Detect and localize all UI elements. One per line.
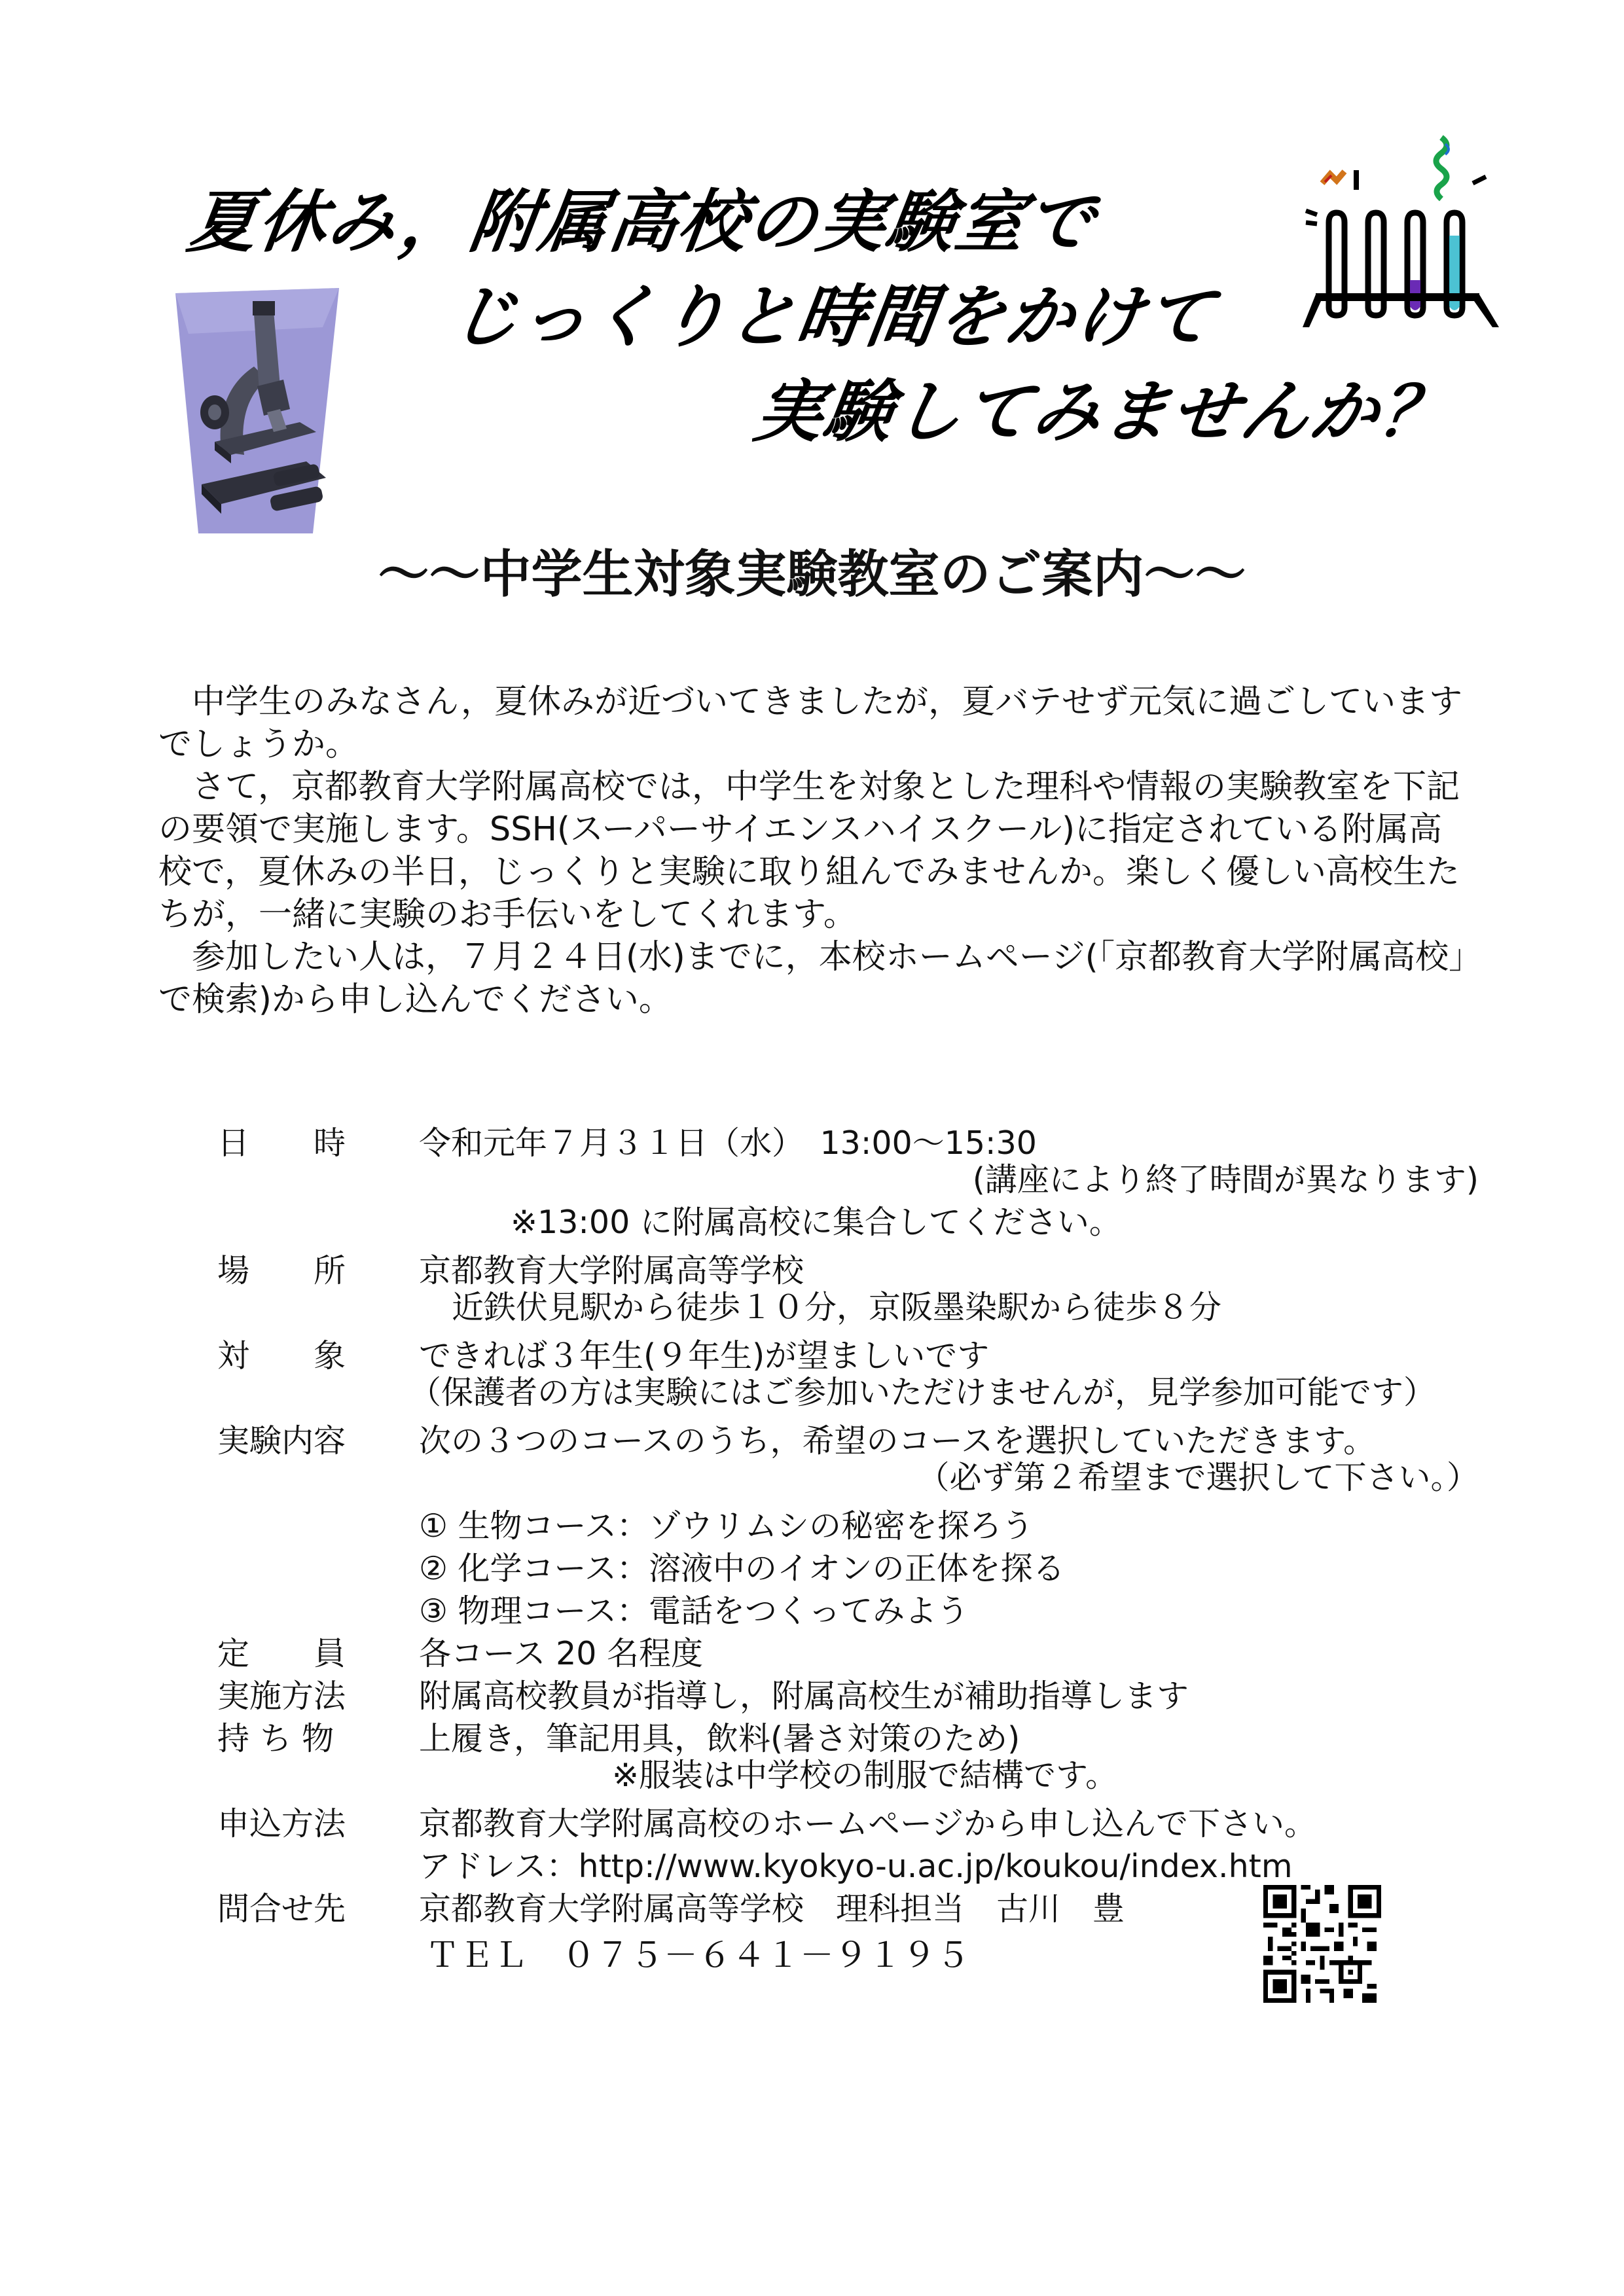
- datetime-value: 令和元年７月３１日（水） 13:00～15:30: [419, 1124, 1037, 1162]
- place-label: 場 所: [217, 1252, 346, 1289]
- bring-value: 上履き，筆記用具，飲料(暑さ対策のため): [419, 1720, 1020, 1757]
- contact-value: 京都教育大学附属高等学校 理科担当 古川 豊: [419, 1890, 1125, 1928]
- course-item-1: ① 生物コース：ゾウリムシの秘密を探ろう: [419, 1507, 1034, 1545]
- title-line-3: 実験してみませんか？: [749, 372, 1455, 452]
- contact-label: 問合せ先: [217, 1890, 346, 1928]
- bring-label: 持 ち 物: [217, 1720, 334, 1757]
- title-line-1: 夏休み，附属高校の実験室で: [183, 182, 1101, 262]
- intro-paragraph-2: さて，京都教育大学附属高校では，中学生を対象とした理科や情報の実験教室を下記の要領で実施します。SSH(スーパーサイエンスハイスクール)に指定されている附属高校で，夏休みの半日，じっくりと実験に取り組んでみませんか。楽しく優しい高校生たちが，一緒に実験のお手伝いをしてくれます。: [158, 768, 1460, 934]
- place-access: 近鉄伏見駅から徒歩１０分，京阪墨染駅から徒歩８分: [452, 1289, 1222, 1326]
- place-value: 京都教育大学附属高等学校: [419, 1252, 804, 1289]
- apply-value: 京都教育大学附属高校のホームページから申し込んで下さい。: [419, 1805, 1317, 1842]
- method-label: 実施方法: [217, 1677, 346, 1715]
- target-note: （保護者の方は実験にはご参加いただけませんが，見学参加可能です）: [409, 1374, 1436, 1411]
- datetime-label: 日 時: [217, 1124, 346, 1162]
- qr-code-icon[interactable]: [1263, 1885, 1381, 2003]
- contact-tel: ＴＥＬ ０７５－６４１－９１９５: [425, 1936, 971, 1975]
- content-value: 次の３つのコースのうち，希望のコースを選択していただきます。: [419, 1422, 1376, 1460]
- intro-text: [158, 681, 1474, 1021]
- capacity-value: 各コース 20 名程度: [419, 1635, 704, 1672]
- bring-note: ※服装は中学校の制服で結構です。: [612, 1757, 1118, 1794]
- content-note: （必ず第２希望まで選択して下さい。）: [917, 1459, 1479, 1496]
- microscope-icon: [175, 288, 346, 537]
- target-value: できれば３年生(９年生)が望ましいです: [419, 1337, 990, 1374]
- intro-paragraph-1: 中学生のみなさん，夏休みが近づいてきましたが，夏バテせず元気に過ごしていますでしょうか。: [158, 683, 1463, 764]
- content-label: 実験内容: [217, 1422, 346, 1460]
- intro-paragraph-3: 参加したい人は，７月２４日(水)までに，本校ホームページ(「京都教育大学附属高校」で検索)から申し込んでください。: [158, 938, 1466, 1019]
- method-value: 附属高校教員が指導し，附属高校生が補助指導します: [419, 1677, 1189, 1715]
- title-line-2: じっくりと時間をかけて: [445, 277, 1220, 357]
- target-label: 対 象: [217, 1337, 346, 1374]
- datetime-note: (講座により終了時間が異なります): [972, 1161, 1479, 1198]
- apply-address-link[interactable]: アドレス：http://www.kyokyo-u.ac.jp/koukou/index.htm: [419, 1848, 1293, 1885]
- subtitle: ～～中学生対象実験教室のご案内～～: [378, 545, 1246, 604]
- datetime-note-2: ※13:00 に附属高校に集合してください。: [511, 1204, 1121, 1241]
- course-item-2: ② 化学コース：溶液中のイオンの正体を探る: [419, 1550, 1065, 1587]
- capacity-label: 定 員: [217, 1635, 346, 1672]
- course-item-3: ③ 物理コース：電話をつくってみよう: [419, 1592, 969, 1630]
- apply-label: 申込方法: [217, 1805, 346, 1842]
- beakers-icon: [1303, 131, 1499, 347]
